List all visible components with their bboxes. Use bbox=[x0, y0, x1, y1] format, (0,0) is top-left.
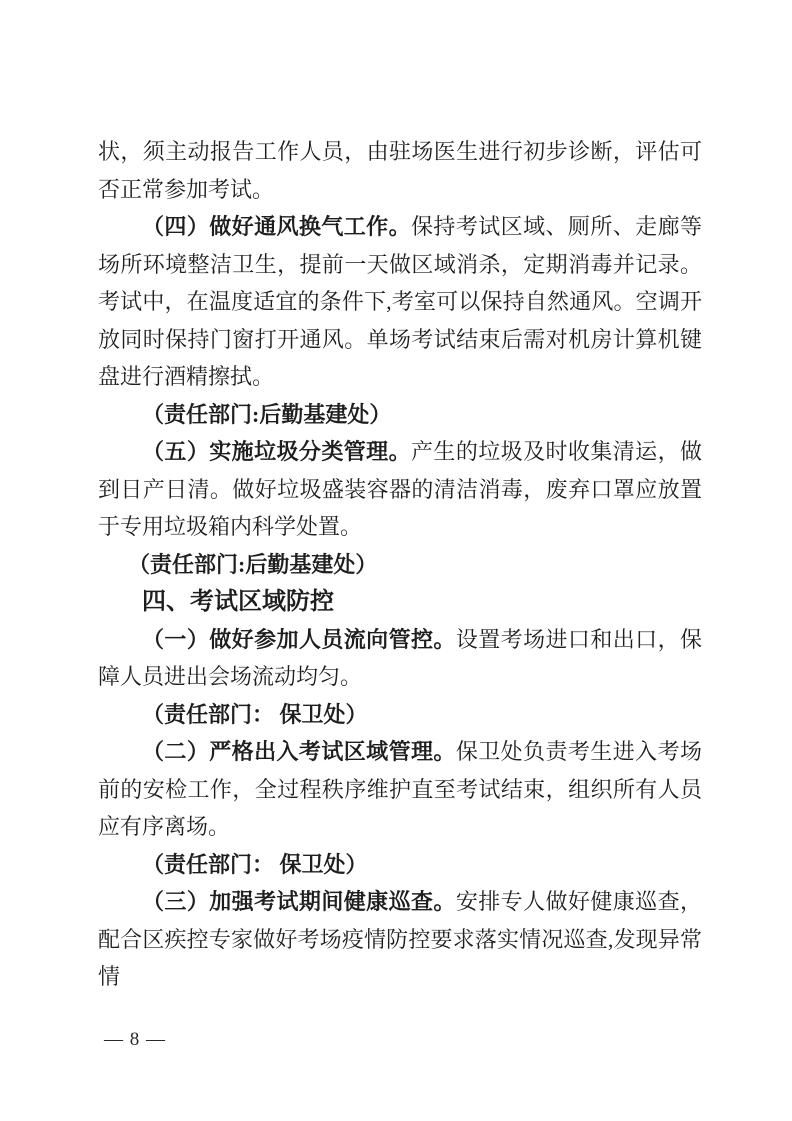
page-number: — 8 — bbox=[104, 1029, 166, 1050]
paragraph-text: 安排专人做好健康巡查，配合区疾控专家做好考场疫情防控要求落实情况巡查,发现异常情 bbox=[98, 889, 702, 989]
section-heading bbox=[98, 583, 702, 621]
paragraph-lead: （四）做好通风换气工作。 bbox=[142, 214, 411, 239]
paragraph-lead: （三）加强考试期间健康巡查。 bbox=[142, 889, 456, 914]
paragraph-text: 设置考场进口和出口，保障人员进出会场流动均匀。 bbox=[98, 626, 702, 689]
paragraph-continuation bbox=[98, 133, 702, 208]
paragraph-text: 保卫处负责考生进入考场前的安检工作，全过程秩序维护直至考试结束，组织所有人员应有序离场。 bbox=[98, 739, 702, 839]
paragraph-text: 产生的垃圾及时收集清运，做到日产日清。做好垃圾盛装容器的清洁消毒，废弃口罩应放置于专用垃圾箱内科学处置。 bbox=[98, 439, 702, 539]
paragraph-item-5 bbox=[98, 433, 702, 546]
paragraph-lead: （二）严格出入考试区域管理。 bbox=[142, 739, 456, 764]
paragraph-item-2 bbox=[98, 733, 702, 846]
document-body bbox=[98, 133, 702, 996]
paragraph-lead: （五）实施垃圾分类管理。 bbox=[142, 439, 411, 464]
responsible-dept-text: （责任部门： 保卫处） bbox=[142, 701, 368, 727]
paragraph-item-1 bbox=[98, 621, 702, 696]
paragraph-text: 状，须主动报告工作人员，由驻场医生进行初步诊断，评估可否正常参加考试。 bbox=[98, 139, 702, 202]
responsible-dept-text: （责任部门:后勤基建处） bbox=[142, 401, 392, 427]
responsible-dept-text: （责任部门： 保卫处） bbox=[142, 851, 368, 877]
paragraph-item-3 bbox=[98, 883, 702, 996]
responsible-dept-line bbox=[98, 546, 702, 584]
paragraph-item-4 bbox=[98, 208, 702, 396]
section-heading-text: 四、考试区域防控 bbox=[142, 588, 334, 615]
paragraph-text: 保持考试区域、厕所、走廊等场所环境整洁卫生，提前一天做区域消杀，定期消毒并记录。考试中，在温度适宜的条件下,考室可以保持自然通风。空调开放同时保持门窗打开通风。单场考试结束后需对机房计算机键盘进行酒精擦拭。 bbox=[98, 214, 702, 389]
paragraph-lead: （一）做好参加人员流向管控。 bbox=[142, 626, 456, 652]
responsible-dept-text: （责任部门:后勤基建处） bbox=[128, 551, 378, 577]
responsible-dept-line bbox=[98, 396, 702, 434]
responsible-dept-line bbox=[98, 696, 702, 734]
responsible-dept-line bbox=[98, 846, 702, 884]
